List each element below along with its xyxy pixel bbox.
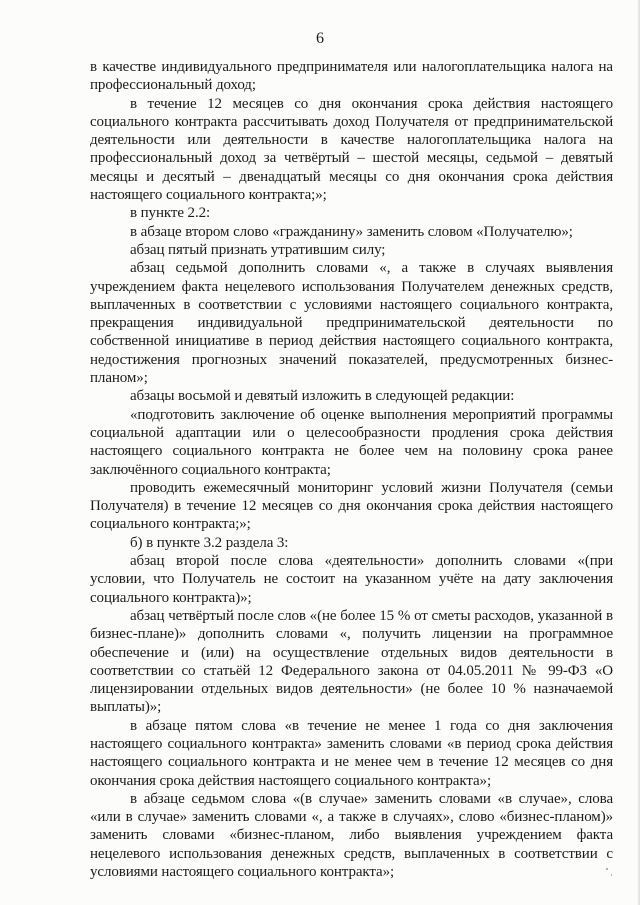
paragraph: абзац второй после слова «деятельности» дополнить словами «(при условии, что Получатель не состоит на указанном учёте на дату заключения социального контракта)»; xyxy=(90,553,613,606)
paragraph: абзацы восьмой и девятый изложить в следующей редакции: xyxy=(130,388,515,405)
paragraph: б) в пункте 3.2 раздела 3: xyxy=(130,534,289,551)
paragraph: абзац четвёртый после слов «(не более 15 % от сметы расходов, указанной в бизнес-плане)» дополнить словами «, получить лицензии на программное обеспечение и (или) на осуществление отдельных видов деятельности в соответствии со статьёй 12 Федерального закона от 04.05.2011 № 99-ФЗ «О лицензировании отдельных видов деятельности» (не более 10 % назначаемой выплаты)»; xyxy=(90,607,613,716)
paragraph: абзац седьмой дополнить словами «, а также в случаях выявления учреждением факта нецелевого использования Получателем денежных средств, выплаченных в соответствии с условиями настоящего социального контракта, прекращения индивидуальной предпринимательской деятельности по собственной инициативе в период действия настоящего социального контракта, недостижения прогнозных значений показателей, предусмотренных бизнес-планом»; xyxy=(90,260,613,387)
paragraph: в абзаце пятом слова «в течение не менее 1 года со дня заключения настоящего социального контракта» заменить словами «в период срока действия настоящего социального контракта и не менее чем в течение 12 месяцев со дня окончания срока действия настоящего социального контракта»; xyxy=(90,717,613,789)
paragraph: абзац пятый признать утратившим силу; xyxy=(130,241,386,258)
paragraph: «подготовить заключение об оценке выполнения мероприятий программы социальной адаптации или о целесообразности продления срока действия настоящего социального контракта не более чем на половину срока ранее заключённого социального контракта; xyxy=(90,406,613,478)
document-body xyxy=(90,58,613,881)
paragraph: в качестве индивидуального предпринимателя или налогоплательщика налога на профессиональный доход; xyxy=(90,59,613,94)
page-number: 6 xyxy=(316,30,324,47)
scan-speck xyxy=(611,874,612,876)
paragraph: проводить ежемесячный мониторинг условий жизни Получателя (семьи Получателя) в течение 12 месяцев со дня окончания срока действия настоящего социального контракта;»; xyxy=(90,479,613,533)
paragraph: в пункте 2.2: xyxy=(130,205,211,222)
scan-speck xyxy=(606,868,608,870)
paragraph: в течение 12 месяцев со дня окончания срока действия настоящего социального контракта рассчитывать доход Получателя от предпринимательской деятельности или деятельности в качестве налогоплательщика налога на профессиональный доход за четвёртый – шестой месяцы, седьмой – девятый месяцы и десятый – двенадцатый месяцы со дня окончания срока действия настоящего социального контракта;»; xyxy=(90,95,613,204)
paragraph: в абзаце втором слово «гражданину» заменить словом «Получателю»; xyxy=(130,223,573,240)
paragraph: в абзаце седьмом слова «(в случае» заменить словами «в случае», слова «или в случае» заменить словами «, а также в случаях», слово «бизнес-планом)» заменить словами «бизнес-планом, либо выявления учреждением факта нецелевого использования денежных средств, выплаченных в соответствии с условиями настоящего социального контракта»; xyxy=(90,790,613,881)
